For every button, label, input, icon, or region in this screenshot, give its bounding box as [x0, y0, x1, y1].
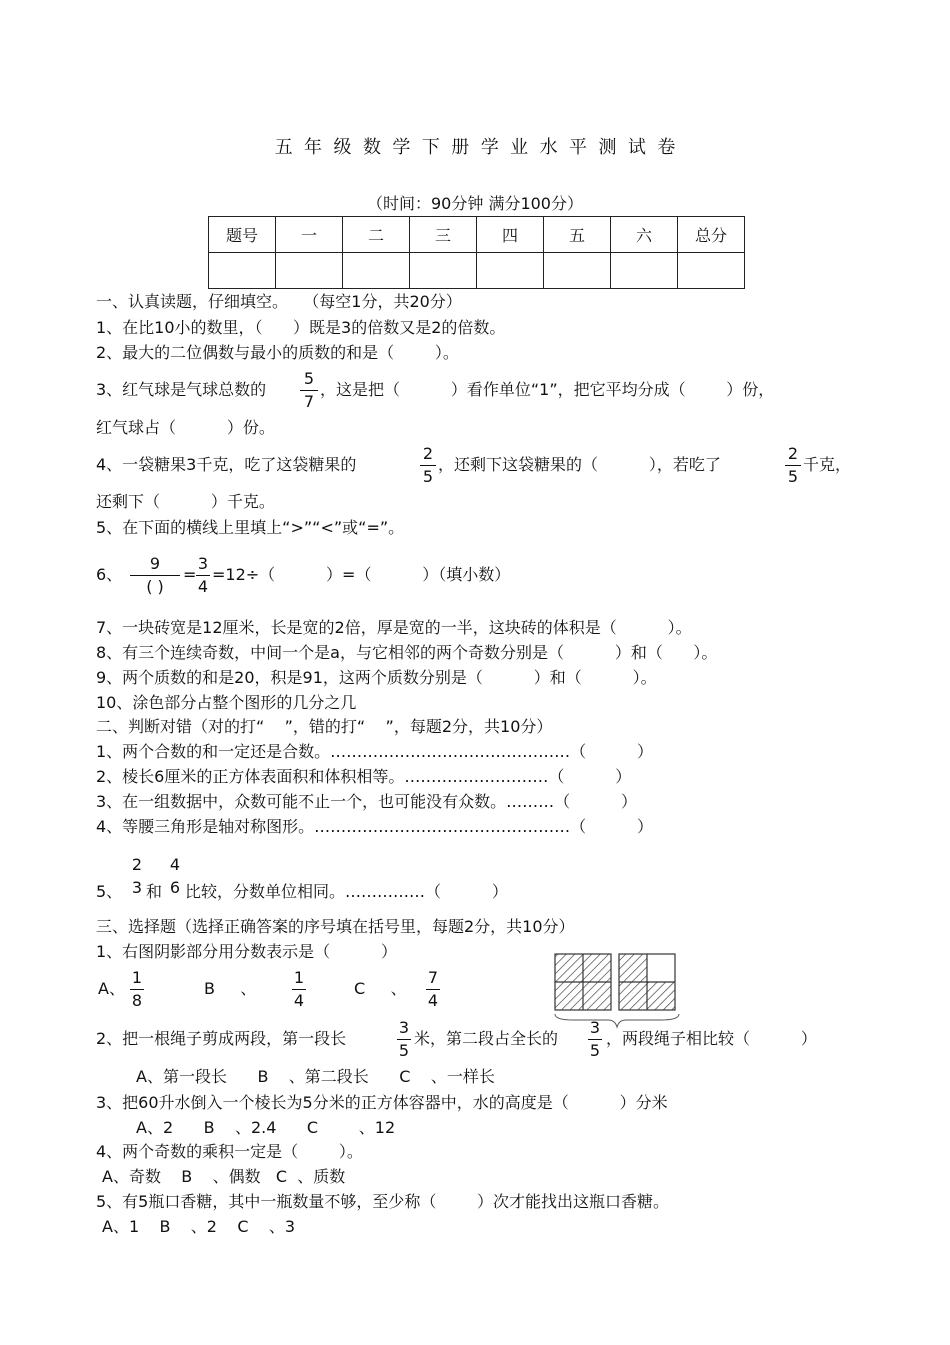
fraction-denominator: 5: [589, 1041, 601, 1060]
score-entry-cell[interactable]: [276, 253, 343, 289]
s3-q1-option-a: A、: [98, 979, 125, 998]
fraction: [130, 856, 144, 897]
fraction-bar: [420, 465, 436, 466]
fraction-numerator: 1: [131, 968, 143, 987]
fraction-numerator: 3: [197, 554, 209, 573]
s3-q5-options: A、1 B 、2 C 、3: [102, 1217, 296, 1236]
fraction-denominator: 4: [197, 577, 209, 596]
fraction-bar: [168, 876, 182, 877]
fraction-bar: [588, 1039, 602, 1040]
s3-question-5: 5、有5瓶口香糖，其中一瓶数量不够，至少称（ ）次才能找出这瓶口香糖。: [96, 1192, 670, 1211]
s3-question-1: 1、右图阴影部分用分数表示是（ ）: [96, 942, 398, 961]
fraction: [785, 445, 801, 486]
s3-question-2-part-a: 2、把一根绳子剪成两段，第一段长: [96, 1029, 347, 1048]
s2-question-3: 3、在一组数据中，众数可能不止一个，也可能没有众数。………（ ）: [96, 792, 638, 811]
fraction-bar: [785, 465, 801, 466]
score-entry-cell[interactable]: [477, 253, 544, 289]
s1-question-8: 8、有三个连续奇数，中间一个是a，与它相邻的两个奇数分别是（ ）和（ ）。: [96, 643, 718, 662]
s2-question-1: 1、两个合数的和一定还是合数。………………………………………（ ）: [96, 742, 654, 761]
s1-question-4-part-c: 千克，: [803, 455, 852, 474]
fraction-bar: [130, 575, 180, 576]
s1-question-3-part-a: 3、红气球是气球总数的: [96, 380, 267, 399]
score-table: [208, 216, 745, 289]
s3-q3-options: A、2 B 、2.4 C 、12: [136, 1118, 396, 1137]
s3-q4-options: A、奇数 B 、偶数 C 、质数: [102, 1167, 346, 1186]
fraction: [588, 1019, 602, 1060]
fraction-numerator: 5: [303, 369, 315, 388]
brace: [555, 1014, 679, 1027]
fraction: [196, 555, 210, 596]
section-3-heading: 三、选择题（选择正确答案的序号填在括号里，每题2分，共10分）: [96, 917, 575, 936]
fraction-bar: [426, 989, 440, 990]
shaded-squares-figure: [553, 950, 683, 1030]
fraction-bar: [292, 989, 306, 990]
fraction-denominator: 4: [293, 991, 305, 1010]
fraction-numerator: 9: [149, 554, 161, 573]
s3-q1-option-c: C 、: [354, 979, 407, 998]
s1-question-1: 1、在比10小的数里，（ ）既是3的倍数又是2的倍数。: [96, 318, 506, 337]
score-header-cell: 六: [611, 217, 678, 253]
s1-question-5: 5、在下面的横线上里填上“>”“<”或“=”。: [96, 518, 405, 537]
fraction: [420, 445, 436, 486]
s2-question-5-part-a: 5、: [96, 882, 123, 901]
score-header-cell: 四: [477, 217, 544, 253]
s3-question-3: 3、把60升水倒入一个棱长为5分米的正方体容器中，水的高度是（ ）分米: [96, 1093, 668, 1112]
score-entry-cell[interactable]: [544, 253, 611, 289]
s1-question-3-part-b: ，这是把（ ）看作单位“1”，把它平均分成（ ）份，: [320, 380, 775, 399]
score-header-cell: 三: [410, 217, 477, 253]
fraction-bar: [130, 989, 144, 990]
fraction-denominator: 8: [131, 991, 143, 1010]
s2-question-2: 2、棱长6厘米的正方体表面积和体积相等。………………………（ ）: [96, 767, 632, 786]
fraction: [130, 969, 144, 1010]
s1-question-6-part-a: 6、: [96, 565, 123, 584]
s2-question-4: 4、等腰三角形是轴对称图形。…………………………………………（ ）: [96, 817, 654, 836]
s1-question-6-part-b: =: [183, 565, 197, 584]
s1-question-9: 9、两个质数的和是20，积是91，这两个质数分别是（ ）和（ ）。: [96, 668, 657, 687]
score-entry-cell[interactable]: [611, 253, 678, 289]
fraction-denominator: 7: [303, 392, 315, 411]
fraction-denominator: 4: [427, 991, 439, 1010]
s1-question-10: 10、涂色部分占整个图形的几分之几: [96, 693, 357, 712]
section-2-heading: 二、判断对错（对的打“ ”，错的打“ ”，每题2分，共10分）: [96, 717, 553, 736]
s1-question-4-part-b: ，还剩下这袋糖果的（ ），若吃了: [438, 455, 721, 474]
fraction-bar: [130, 876, 144, 877]
score-header-cell: 五: [544, 217, 611, 253]
left-square: [555, 954, 611, 1010]
fraction-denominator: 3: [131, 878, 143, 897]
s1-question-4-part-d: 还剩下（ ）千克。: [96, 492, 275, 511]
fraction-numerator: 3: [398, 1018, 410, 1037]
page-title: 五 年 级 数 学 下 册 学 业 水 平 测 试 卷: [274, 137, 676, 158]
score-header-cell: 总分: [678, 217, 745, 253]
fraction-denominator: 5: [398, 1041, 410, 1060]
fraction-numerator: 7: [427, 968, 439, 987]
fraction: [130, 555, 180, 596]
score-table-header-row: [209, 217, 745, 253]
s1-question-6-part-c: =12÷（ ）=（ ）（填小数）: [212, 565, 511, 584]
fraction-numerator: 2: [131, 855, 143, 874]
score-entry-cell[interactable]: [678, 253, 745, 289]
s1-question-4-part-a: 4、一袋糖果3千克，吃了这袋糖果的: [96, 455, 357, 474]
fraction: [168, 856, 182, 897]
fraction-bar: [397, 1039, 411, 1040]
fraction-numerator: 2: [422, 444, 434, 463]
fraction: [397, 1019, 411, 1060]
section-1-heading: 一、认真读题，仔细填空。 （每空1分，共20分）: [96, 292, 462, 311]
s3-question-2-part-c: ，两段绳子相比较（ ）: [606, 1029, 817, 1048]
fraction-bar: [196, 575, 210, 576]
score-header-cell: 二: [343, 217, 410, 253]
right-square: [619, 954, 675, 1010]
fraction-bar: [300, 390, 318, 391]
score-entry-cell[interactable]: [410, 253, 477, 289]
s1-question-3-part-c: 红气球占（ ）份。: [96, 418, 275, 437]
s1-question-7: 7、一块砖宽是12厘米，长是宽的2倍，厚是宽的一半，这块砖的体积是（ ）。: [96, 618, 692, 637]
score-header-cell: 题号: [209, 217, 276, 253]
fraction-numerator: 1: [293, 968, 305, 987]
fraction-numerator: 4: [169, 855, 181, 874]
s3-question-2-part-b: 米，第二段占全长的: [414, 1029, 559, 1048]
score-header-cell: 一: [276, 217, 343, 253]
s2-question-5-part-b: 和: [146, 882, 163, 901]
s3-question-4: 4、两个奇数的乘积一定是（ ）。: [96, 1142, 363, 1161]
fraction: [300, 370, 318, 411]
exam-subtitle: （时间：90分钟 满分100分）: [367, 194, 583, 213]
fraction-denominator: 5: [422, 467, 434, 486]
s3-q2-options: A、第一段长 B 、第二段长 C 、一样长: [136, 1067, 495, 1086]
score-entry-cell[interactable]: [209, 253, 276, 289]
s3-q1-option-b: B 、: [204, 979, 257, 998]
s1-question-2: 2、最大的二位偶数与最小的质数的和是（ ）。: [96, 343, 459, 362]
fraction-numerator: 3: [589, 1018, 601, 1037]
score-table-entry-row: [209, 253, 745, 289]
fraction-denominator: 6: [169, 878, 181, 897]
fraction-denominator: ( ): [146, 577, 164, 596]
fraction: [426, 969, 440, 1010]
s2-question-5-part-c: 比较，分数单位相同。……………（ ）: [185, 882, 508, 901]
fraction-numerator: 2: [787, 444, 799, 463]
fraction-denominator: 5: [787, 467, 799, 486]
fraction: [292, 969, 306, 1010]
score-entry-cell[interactable]: [343, 253, 410, 289]
